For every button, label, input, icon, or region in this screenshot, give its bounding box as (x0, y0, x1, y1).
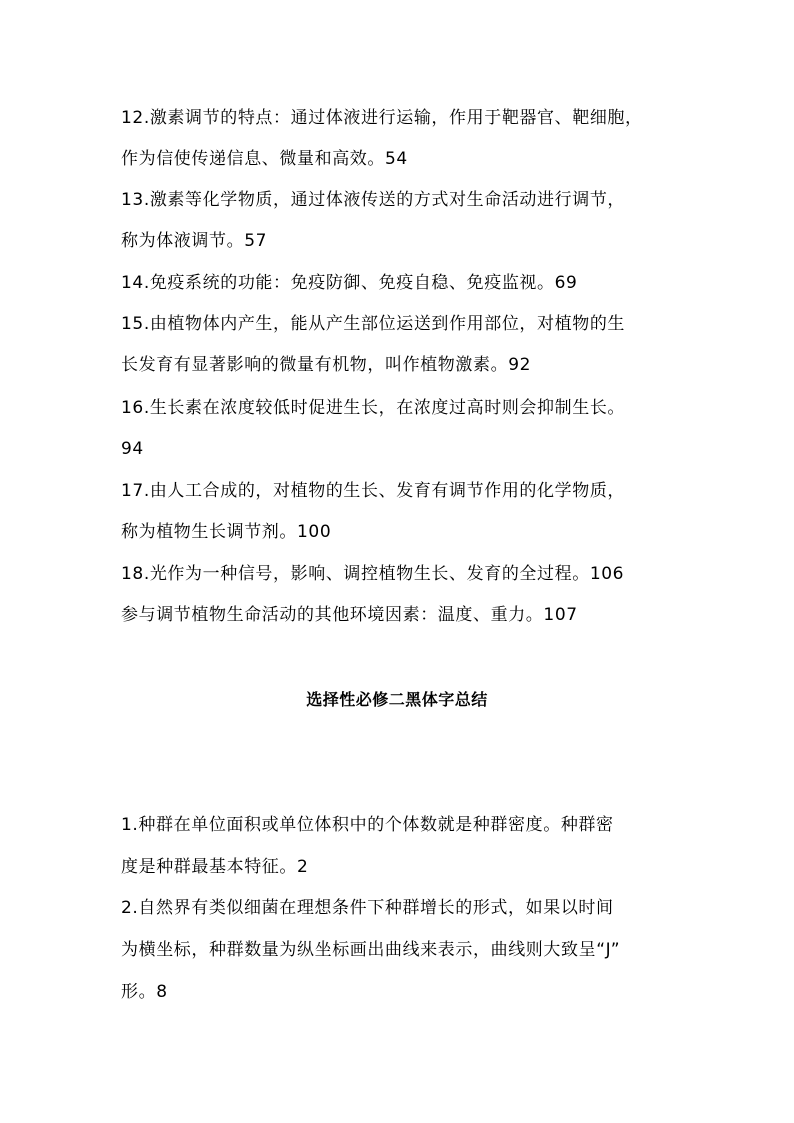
section-heading: 选择性必修二黑体字总结 (306, 690, 488, 709)
text-line: 1.种群在单位面积或单位体积中的个体数就是种群密度。种群密 (121, 815, 614, 835)
text-line: 13.激素等化学物质，通过体液传送的方式对生命活动进行调节， (121, 190, 626, 210)
text-line: 17.由人工合成的，对植物的生长、发育有调节作用的化学物质， (121, 481, 626, 501)
text-line: 16.生长素在浓度较低时促进生长，在浓度过高时则会抑制生长。 (121, 398, 626, 418)
text-line: 作为信使传递信息、微量和高效。54 (121, 149, 408, 169)
text-line: 称为植物生长调节剂。100 (121, 522, 332, 542)
text-line: 为横坐标，种群数量为纵坐标画出曲线来表示，曲线则大致呈“J” (121, 940, 621, 960)
text-line: 15.由植物体内产生，能从产生部位运送到作用部位，对植物的生 (121, 314, 626, 334)
text-line: 称为体液调节。57 (121, 231, 268, 251)
text-line: 18.光作为一种信号，影响、调控植物生长、发育的全过程。106 (121, 564, 625, 584)
text-line: 度是种群最基本特征。2 (121, 857, 309, 877)
text-line: 形。8 (121, 982, 168, 1002)
text-line: 参与调节植物生命活动的其他环境因素：温度、重力。107 (121, 605, 578, 625)
text-line: 2.自然界有类似细菌在理想条件下种群增长的形式，如果以时间 (121, 898, 614, 918)
text-line: 长发育有显著影响的微量有机物，叫作植物激素。92 (121, 355, 532, 375)
text-line: 12.激素调节的特点：通过体液进行运输，作用于靶器官、靶细胞， (121, 108, 643, 128)
text-line: 94 (121, 439, 144, 459)
text-line: 14.免疫系统的功能：免疫防御、免疫自稳、免疫监视。69 (121, 273, 578, 293)
